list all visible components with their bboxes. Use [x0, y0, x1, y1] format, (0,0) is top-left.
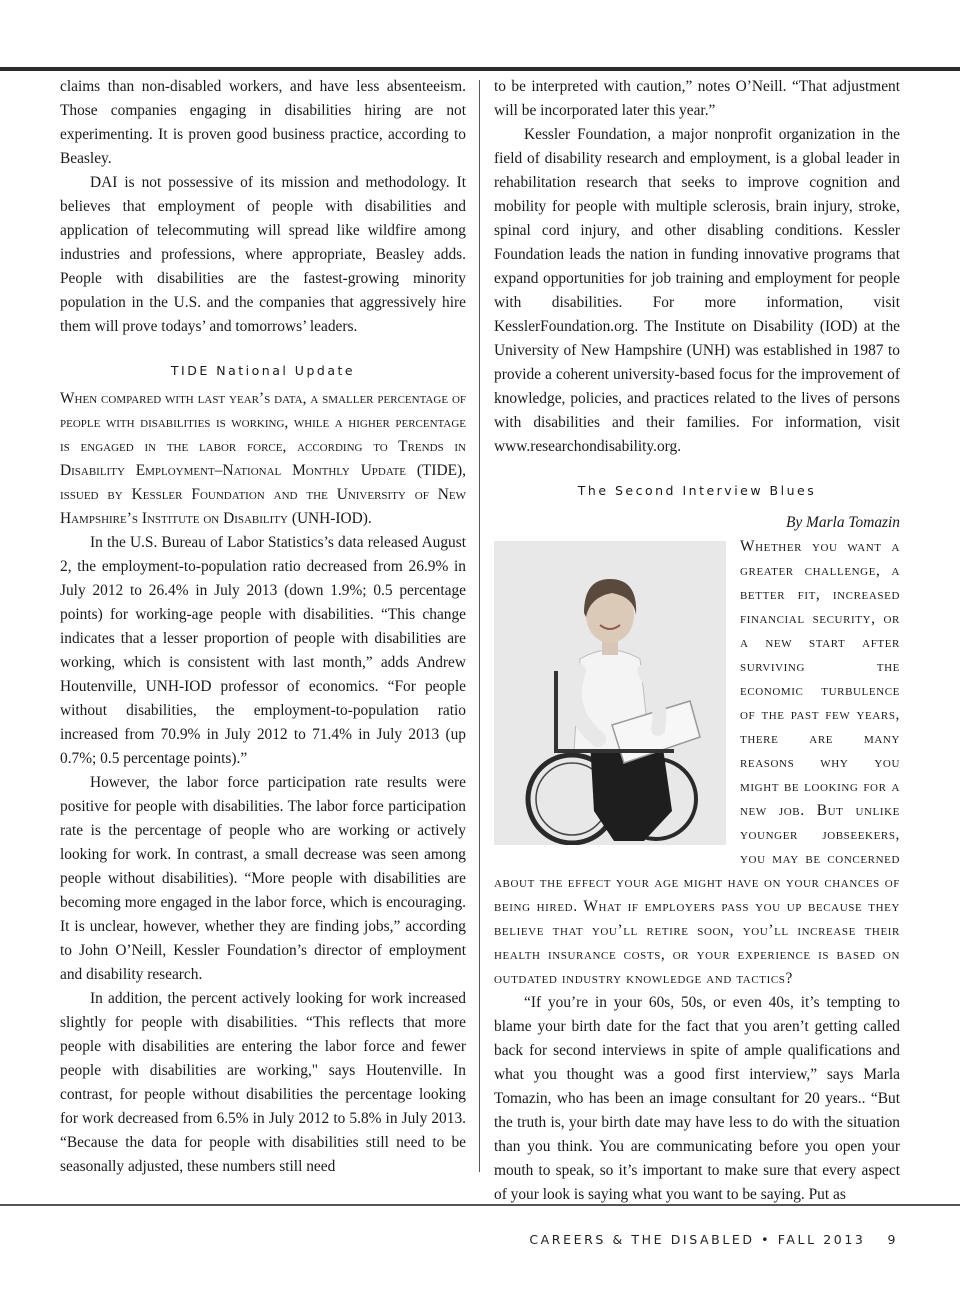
column-divider	[479, 80, 480, 1172]
left-paragraph-3: In the U.S. Bureau of Labor Statistics’s data released August 2, the employment-to-population ratio decreased from 26.9% in July 2012 to 26.4% in July 2013 (down 1.9%; 0.5 percentage points) for working-age people with disabilities. “This change indicates that a lesser proportion of people with disabilities are working, which is consistent with last month,” adds Andrew Houtenville, UNH-IOD professor of economics. “For people without disabilities, the employment-to-population ratio increased from 70.9% in July 2012 to 71.4% in July 2013 (up 0.7%; 0.5 percentage points).”	[60, 534, 466, 767]
bottom-rule	[0, 1204, 960, 1206]
byline: By Marla Tomazin	[785, 514, 900, 531]
publication-name: CAREERS & THE DISABLED • FALL 2013	[529, 1232, 866, 1247]
tide-section-heading: TIDE National Update	[170, 363, 356, 378]
interview-section-heading: The Second Interview Blues	[577, 483, 817, 498]
left-paragraph-2: DAI is not possessive of its mission and methodology. It believes that employment of people with disabilities and application of telecommuting will spread like wildfire among industries and professions, where appropriate, Beasley adds. People with disabilities are the fastest-growing minority population in the U.S. and the companies that aggressively hire them will prove todays’ and tomorrows’ leaders.	[60, 174, 466, 335]
right-paragraph-2: Kessler Foundation, a major nonprofit organization in the field of disability research and employment, is a global leader in rehabilitation research that seeks to improve cognition and mobility for people with multiple sclerosis, brain injury, stroke, spinal cord injury, and other disabling conditions. Kessler Foundation leads the nation in funding innovative programs that expand opportunities for job training and employment for people with disabilities. For more information, visit KesslerFoundation.org. The Institute on Disability (IOD) at the University of New Hampshire (UNH) was established in 1987 to provide a coherent university-based focus for the improvement of knowledge, policies, and practices related to the lives of persons with disabilities and their families. For information, visit www.researchondisability.org.	[494, 126, 900, 455]
right-column	[494, 75, 900, 1207]
left-paragraph-4: However, the labor force participation rate results were positive for people with disabilities. The labor force participation rate is the percentage of people who are working or actively looking for work. In contrast, a small decrease was seen among people without disabilities). “More people with disabilities are becoming more engaged in the labor force, which is encouraging. It is unclear, however, whether they are finding jobs,” according to John O’Neill, Kessler Foundation’s director of employment and disability research.	[60, 774, 466, 983]
tide-lead-paragraph: When compared with last year’s data, a smaller percentage of people with disabilities is working, while a higher percentage is engaged in the labor force, according to Trends in Disability Employment–National Monthly Update (TIDE), issued by Kessler Foundation and the University of New Hampshire’s Institute on Disability (UNH-IOD).	[60, 390, 466, 527]
page-number: 9	[887, 1232, 898, 1247]
page-footer	[529, 1232, 898, 1247]
woman-in-wheelchair-image	[494, 541, 726, 845]
right-paragraph-3: “If you’re in your 60s, 50s, or even 40s, it’s tempting to blame your birth date for the fact that you aren’t getting called back for second interviews in spite of ample qualifications and what you thought was a good first interview,” says Marla Tomazin, who has been an image consultant for 20 years.. “But the truth is, your birth date may have less to do with the situation than you think. You are communicating before you open your mouth to speak, so it’s important to make sure that every aspect of your look is saying what you want to be saying. Put as	[494, 994, 900, 1203]
left-column	[60, 75, 466, 1179]
interview-lead-paragraph: Whether you want a greater challenge, a better fit, increased financial security, or a new start after surviving the economic turbulence of the past few years, there are many reasons why you might be looking for a new job. But unlike younger jobseekers, you may be concerned about the effect your age might have on your chances of being hired. What if employers pass you up because they believe that you’ll retire soon, you’ll increase their health insurance costs, or your experience is based on outdated industry knowledge and tactics?	[494, 538, 900, 987]
author-photo	[494, 541, 726, 845]
left-paragraph-1: claims than non-disabled workers, and have less absenteeism. Those companies engaging in disabilities hiring are not experimenting. It is proven good business practice, according to Beasley.	[60, 78, 466, 167]
left-paragraph-5: In addition, the percent actively looking for work increased slightly for people with disabilities. “This reflects that more people with disabilities are entering the labor force and fewer people with disabilities are working," says Houtenville. In contrast, for people without disabilities the percentage looking for work decreased from 6.5% in July 2012 to 5.8% in July 2013. “Because the data for people with disabilities still need to be seasonally adjusted, these numbers still need	[60, 990, 466, 1175]
right-paragraph-1: to be interpreted with caution,” notes O’Neill. “That adjustment will be incorporated later this year.”	[494, 78, 900, 119]
top-rule	[0, 67, 960, 71]
